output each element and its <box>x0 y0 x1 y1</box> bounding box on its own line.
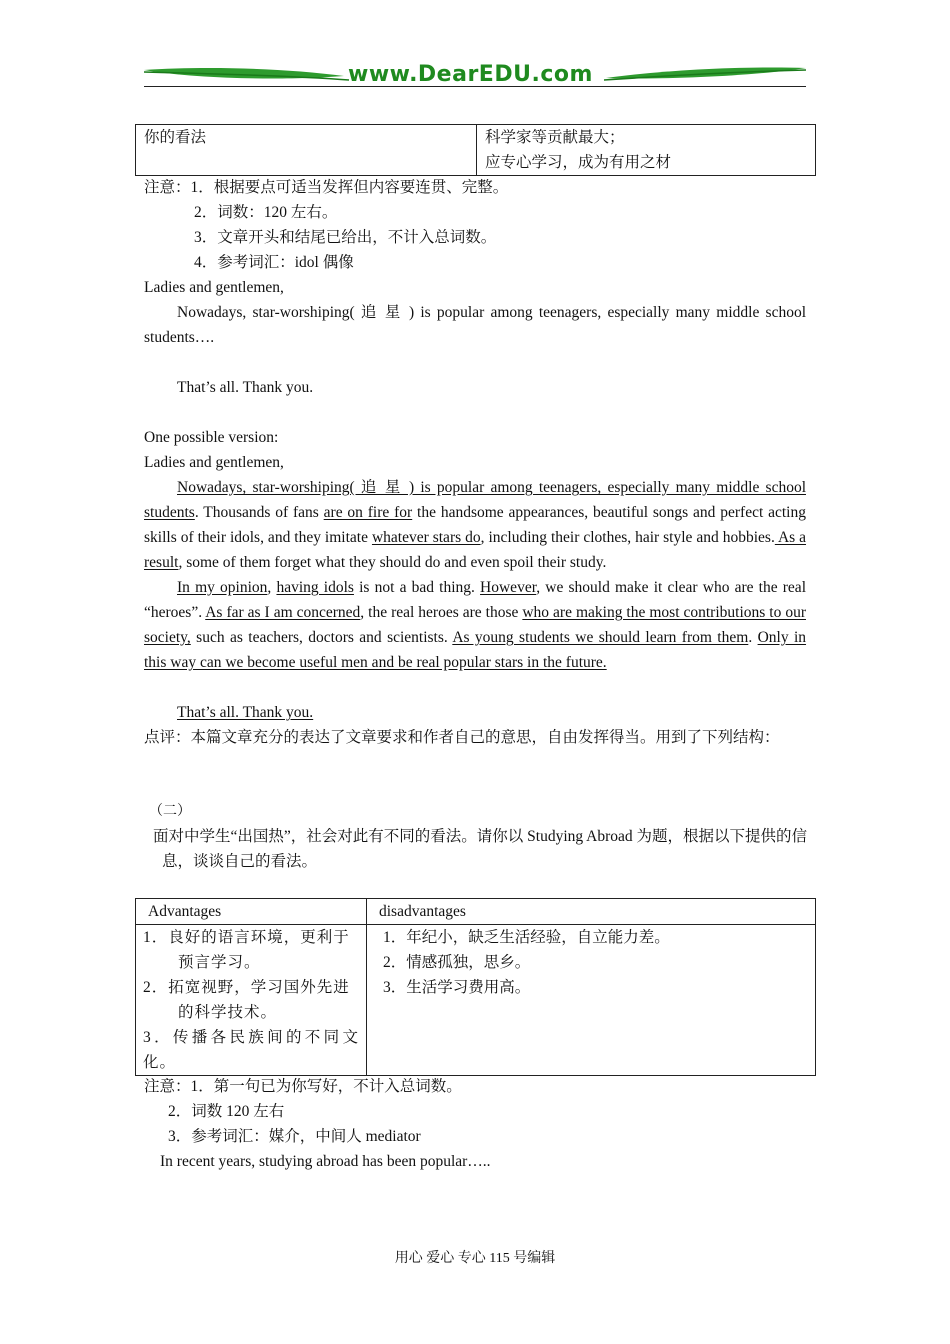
note-line: 4．参考词汇：idol 偶像 <box>194 254 354 271</box>
text-segment: , some of them forget what they should do and even spoil their study. <box>178 554 607 571</box>
text-segment: , including their clothes, hair style and hobbies. <box>480 529 775 546</box>
advantage-item: 2．拓宽视野，学习国外先进的科学技术。 <box>143 979 350 1021</box>
note-line: 注意：1．第一句已为你写好，不计入总词数。 <box>144 1078 462 1095</box>
underlined-phrase: Only in this way can we become useful men and be real popular stars in the future. <box>144 629 807 671</box>
opinion-value-cell <box>477 125 816 176</box>
advantage-item: 3．传播各民族间的不同文化。 <box>143 1029 359 1071</box>
text-segment: is not a bad thing. <box>353 579 481 596</box>
comment-line: 点评：本篇文章充分的表达了文章要求和作者自己的意思，自由发挥得当。用到了下列结构： <box>144 729 780 746</box>
underlined-phrase: As young students we should learn from them <box>452 629 749 646</box>
disadvantage-item: 1．年纪小，缺乏生活经验，自立能力差。 <box>383 929 670 946</box>
opinion-table <box>135 124 816 176</box>
underlined-phrase: who are making the most contributions to our society, <box>144 604 806 646</box>
prompt-paragraph: Nowadays, star-worshiping( 追 星 ) is popular among teenagers, especially many middle school students…. <box>144 304 806 346</box>
text-segment: , <box>267 579 277 596</box>
underlined-phrase: are on fire for <box>323 504 413 521</box>
disadvantages-cell <box>367 925 816 1076</box>
version-closing <box>177 700 313 725</box>
text-segment: , the real heroes are those <box>360 604 523 621</box>
version-closing-text: That’s all. Thank you. <box>177 704 314 721</box>
version-paragraph-1 <box>144 475 806 575</box>
note-line: 注意：1．根据要点可适当发挥但内容要连贯、完整。 <box>144 179 509 196</box>
note-line: 2．词数 120 左右 <box>168 1103 285 1120</box>
text-segment: , we should make it clear who are the real “heroes”. <box>144 579 806 621</box>
header-rule <box>144 86 806 87</box>
page-footer: 用心 爱心 专心 115 号编辑 <box>394 1251 556 1266</box>
prompt-greeting: Ladies and gentlemen, <box>144 279 284 296</box>
opinion-line: 科学家等贡献最大； <box>485 129 625 146</box>
disadvantage-item: 2．情感孤独，思乡。 <box>383 954 531 971</box>
text-segment: such as teachers, doctors and scientists. <box>190 629 453 646</box>
prompt-closing: That’s all. Thank you. <box>177 379 314 396</box>
writing-start: In recent years, studying abroad has been popular….. <box>160 1153 491 1170</box>
underlined-phrase: having idols <box>276 579 354 596</box>
pros-cons-table <box>135 898 816 1076</box>
underlined-phrase: However <box>480 579 537 596</box>
underlined-phrase: In my opinion <box>177 579 268 596</box>
section-intro: 面对中学生“出国热”，社会对此有不同的看法。请你以 Studying Abroad 为题，根据以下提供的信息，谈谈自己的看法。 <box>153 828 807 870</box>
underlined-phrase: Nowadays, star-worshiping( 追 星 ) is popular among teenagers, especially many middle school students <box>144 479 806 521</box>
underlined-phrase: As far as I am concerned <box>205 604 361 621</box>
logo-text: www.DearEDU.com <box>348 62 593 87</box>
advantages-header: Advantages <box>136 899 367 925</box>
advantages-cell <box>136 925 367 1076</box>
disadvantage-item: 3．生活学习费用高。 <box>383 979 531 996</box>
opinion-label-cell: 你的看法 <box>136 125 477 176</box>
opinion-line: 应专心学习，成为有用之材 <box>485 154 672 171</box>
version-paragraph-2 <box>144 575 806 675</box>
version-greeting: Ladies and gentlemen, <box>144 454 284 471</box>
section-number: （二） <box>149 804 191 819</box>
underlined-phrase: As a result <box>144 529 807 571</box>
note-line: 3．参考词汇：媒介，中间人 mediator <box>168 1128 421 1145</box>
underlined-phrase: whatever stars do <box>371 529 481 546</box>
text-segment: . <box>748 629 758 646</box>
advantage-item: 1．良好的语言环境，更利于预言学习。 <box>143 929 350 971</box>
text-segment: . Thousands of fans <box>194 504 324 521</box>
note-line: 3．文章开头和结尾已给出，不计入总词数。 <box>194 229 497 246</box>
version-label: One possible version: <box>144 429 279 446</box>
note-line: 2．词数：120 左右。 <box>194 204 338 221</box>
text-segment: the handsome appearances, beautiful songs and perfect acting skills of their idols, and they imitate <box>144 504 806 546</box>
disadvantages-header: disadvantages <box>367 899 816 925</box>
